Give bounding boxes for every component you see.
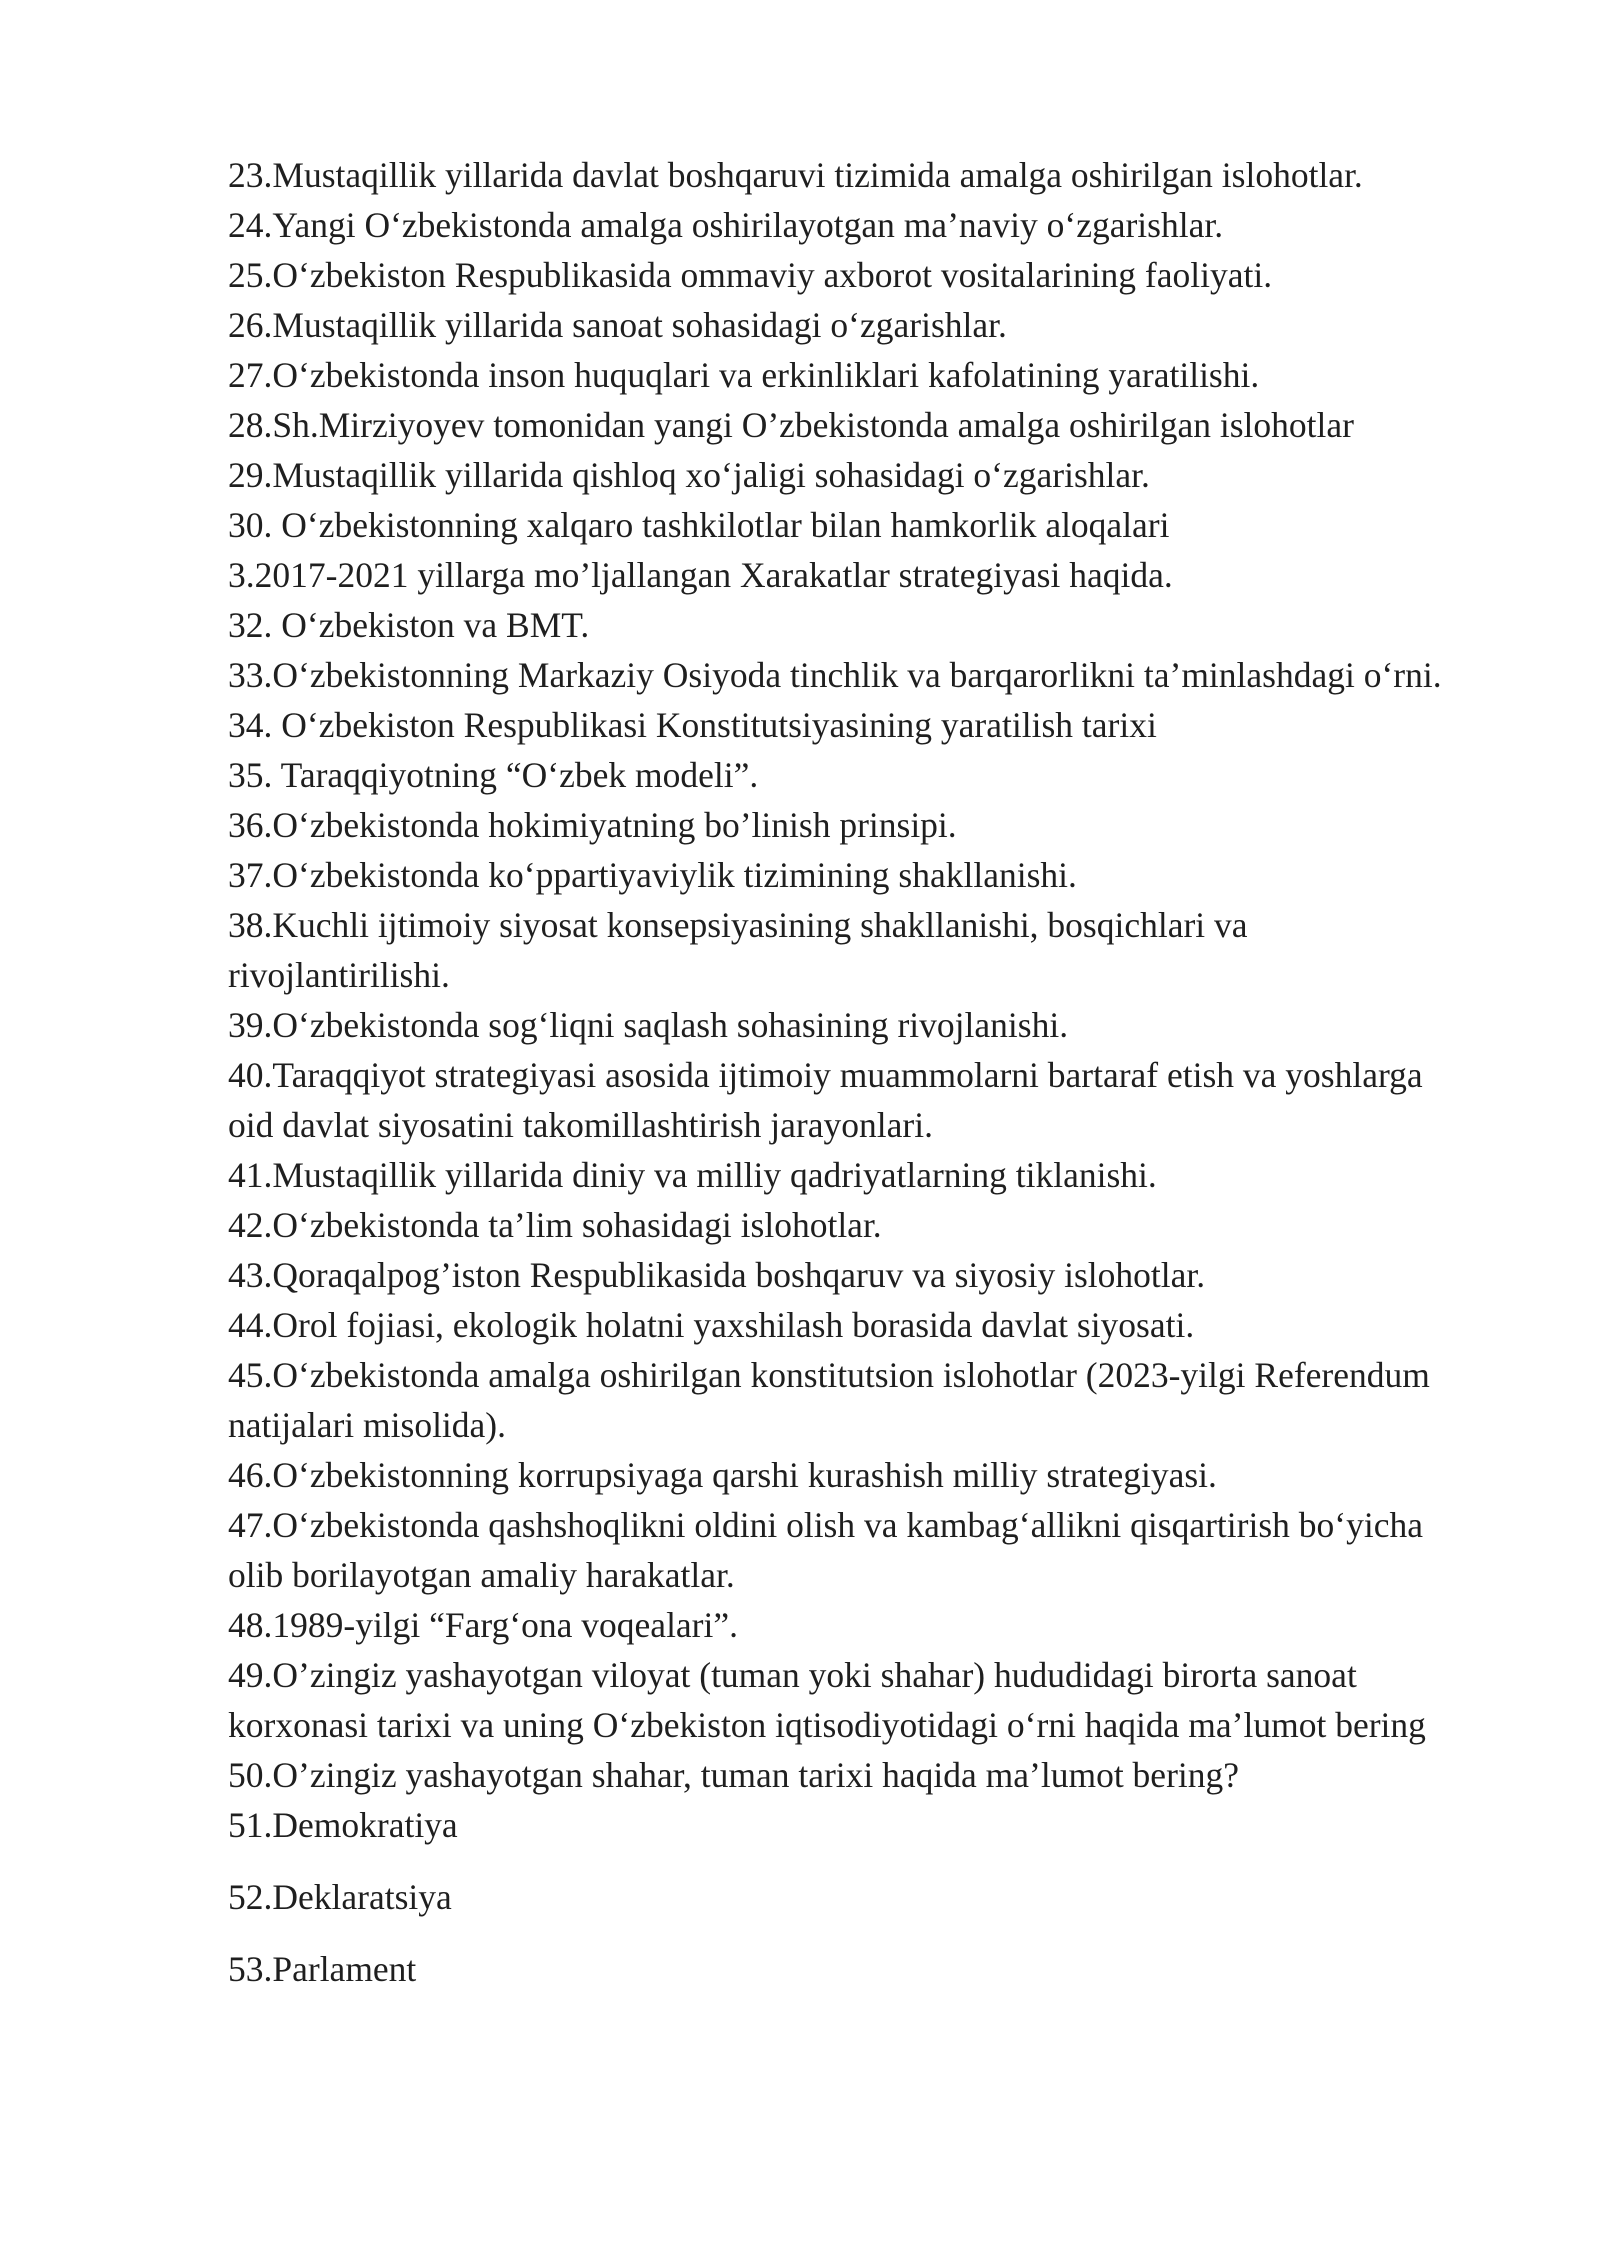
list-item: 41.Mustaqillik yillarida diniy va milliy qadriyatlarning tiklanishi. [228, 1155, 1157, 1195]
list-item: 46.O‘zbekistonning korrupsiyaga qarshi kurashish milliy strategiyasi. [228, 1455, 1217, 1495]
list-item: 37.O‘zbekistonda ko‘ppartiyaviylik tizimining shakllanishi. [228, 855, 1077, 895]
list-item: 36.O‘zbekistonda hokimiyatning bo’linish prinsipi. [228, 805, 957, 845]
list-item: 32. O‘zbekiston va BMT. [228, 605, 590, 645]
list-item: 26.Mustaqillik yillarida sanoat sohasidagi o‘zgarishlar. [228, 305, 1007, 345]
list-item: 50.O’zingiz yashayotgan shahar, tuman tarixi haqida ma’lumot bering? [228, 1755, 1240, 1795]
list-item: 39.O‘zbekistonda sog‘liqni saqlash sohasining rivojlanishi. [228, 1005, 1069, 1045]
document-page [228, 150, 1468, 1994]
list-item: 30. O‘zbekistonning xalqaro tashkilotlar bilan hamkorlik aloqalari [228, 505, 1170, 545]
list-item: 23.Mustaqillik yillarida davlat boshqaruvi tizimida amalga oshirilgan islohotlar. [228, 155, 1363, 195]
list-item: 28.Sh.Mirziyoyev tomonidan yangi O’zbekistonda amalga oshirilgan islohotlar [228, 405, 1354, 445]
list-item: 51.Demokratiya [228, 1805, 458, 1845]
list-item: 27.O‘zbekistonda inson huquqlari va erkinliklari kafolatining yaratilishi. [228, 355, 1260, 395]
list-item: 24.Yangi O‘zbekistonda amalga oshirilayotgan ma’naviy o‘zgarishlar. [228, 205, 1224, 245]
list-item: 25.O‘zbekiston Respublikasida ommaviy axborot vositalarining faoliyati. [228, 255, 1273, 295]
list-item: 48.1989-yilgi “Farg‘ona voqealari”. [228, 1605, 739, 1645]
list-item: 49.O’zingiz yashayotgan viloyat (tuman yoki shahar) hududidagi birorta sanoat korxonasi tarixi va uning O‘zbekiston iqtisodiyotidagi o‘rni haqida ma’lumot bering [228, 1655, 1426, 1745]
list-item: 52.Deklaratsiya [228, 1877, 452, 1917]
list-item: 53.Parlament [228, 1949, 417, 1989]
list-item: 33.O‘zbekistonning Markaziy Osiyoda tinchlik va barqarorlikni ta’minlashdagi o‘rni. [228, 655, 1442, 695]
list-item: 44.Orol fojiasi, ekologik holatni yaxshilash borasida davlat siyosati. [228, 1305, 1195, 1345]
list-item: 35. Taraqqiyotning “O‘zbek modeli”. [228, 755, 759, 795]
list-item: 38.Kuchli ijtimoiy siyosat konsepsiyasining shakllanishi, bosqichlari va rivojlantirilishi. [228, 905, 1248, 995]
list-item: 45.O‘zbekistonda amalga oshirilgan konstitutsion islohotlar (2023-yilgi Referendum natijalari misolida). [228, 1355, 1430, 1445]
list-item: 43.Qoraqalpog’iston Respublikasida boshqaruv va siyosiy islohotlar. [228, 1255, 1206, 1295]
list-item: 42.O‘zbekistonda ta’lim sohasidagi islohotlar. [228, 1205, 882, 1245]
list-item: 34. O‘zbekiston Respublikasi Konstitutsiyasining yaratilish tarixi [228, 705, 1157, 745]
list-item: 40.Taraqqiyot strategiyasi asosida ijtimoiy muammolarni bartaraf etish va yoshlarga oid davlat siyosatini takomillashtirish jarayonlari. [228, 1055, 1423, 1145]
list-item: 3.2017-2021 yillarga mo’ljallangan Xarakatlar strategiyasi haqida. [228, 555, 1173, 595]
list-item: 47.O‘zbekistonda qashshoqlikni oldini olish va kambag‘allikni qisqartirish bo‘yicha olib borilayotgan amaliy harakatlar. [228, 1505, 1423, 1595]
list-item: 29.Mustaqillik yillarida qishloq xo‘jaligi sohasidagi o‘zgarishlar. [228, 455, 1150, 495]
